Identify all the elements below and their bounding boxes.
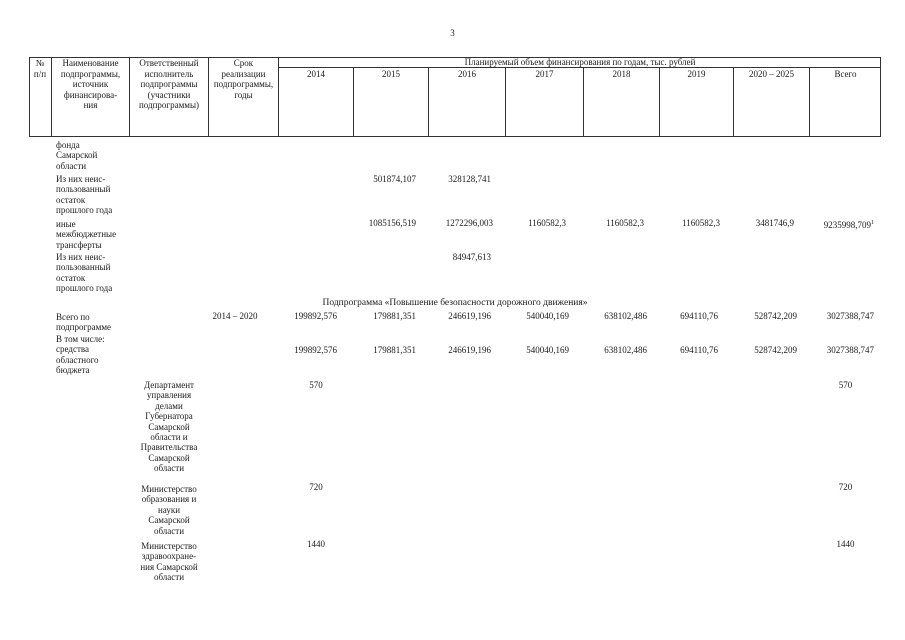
row-responsible: Департамент управления делами Губернатора Самарской области и Правительства Самарской области (140, 380, 198, 474)
cell-value: 246619,196 (448, 311, 491, 321)
page-number: 3 (450, 28, 455, 38)
cell-value: 540040,169 (526, 345, 569, 355)
cell-value: 199892,576 (294, 311, 337, 321)
header-year: 2018 (612, 69, 631, 79)
subprogram-title: Подпрограмма «Повышение безопасности дорожного движения» (322, 298, 588, 308)
header-total: Всего (834, 69, 857, 79)
row-name: Из них неис- пользованный остаток прошлого года (56, 174, 113, 216)
cell-total: 9235998,709$^1$ (823, 220, 874, 230)
row-responsible: Министерство здравоохране- ния Самарской области (140, 541, 198, 583)
header-term: Срок реализации подпрограммы, годы (213, 58, 274, 100)
row-name: Из них неис- пользованный остаток прошлого года (56, 252, 113, 294)
row-term: 2014 – 2020 (212, 311, 258, 321)
header-year: 2014 (307, 69, 325, 79)
cell-value: 1160582,3 (606, 218, 644, 228)
header-year: 2015 (382, 69, 400, 79)
row-name: иные межбюджетные трансферты (56, 219, 117, 250)
row-name: фонда Самарской области (56, 140, 98, 171)
cell-total: 1440 (836, 539, 855, 549)
footnote-marker: 1 (871, 220, 874, 226)
cell-value: 179881,351 (373, 345, 416, 355)
cell-value: 638102,486 (604, 311, 647, 321)
cell-value: 570 (309, 380, 323, 390)
cell-value: 501874,107 (373, 174, 416, 184)
cell-value: 1085156,519 (368, 218, 416, 228)
cell-value: 1160582,3 (682, 218, 720, 228)
cell-value: 720 (309, 482, 323, 492)
header-year: 2016 (458, 69, 476, 79)
cell-value: 179881,351 (373, 311, 416, 321)
cell-value: 638102,486 (604, 345, 647, 355)
cell-value: 528742,209 (754, 345, 797, 355)
cell-total: 3027388,747 (826, 345, 874, 355)
cell-total: 720 (838, 482, 853, 492)
cell-value: 694110,76 (680, 345, 718, 355)
header-name: Наименование подпрограммы, источник финансирова- ния (60, 58, 121, 110)
cell-total: 3027388,747 (826, 311, 874, 321)
header-planned: Планируемый объем финансирования по годам, тыс. рублей (464, 57, 696, 67)
cell-value: 1160582,3 (528, 218, 566, 228)
cell-value: 694110,76 (680, 311, 718, 321)
cell-value: 3481746,9 (755, 218, 794, 228)
cell-value: 199892,576 (294, 345, 337, 355)
cell-value: 1440 (307, 539, 325, 549)
header-year: 2017 (535, 69, 554, 79)
row-name: В том числе: средства областного бюджета (56, 334, 105, 376)
header-year: 2020 – 2025 (749, 69, 794, 79)
cell-value: 1272296,003 (445, 218, 493, 228)
header-responsible: Ответственный исполнитель подпрограммы (участники подпрограммы) (138, 58, 200, 110)
cell-total: 570 (838, 380, 853, 390)
cell-value: 540040,169 (526, 311, 569, 321)
header-num: № п/п (33, 58, 47, 79)
header-year: 2019 (687, 69, 706, 79)
row-name: Всего по подпрограмме (56, 312, 112, 333)
cell-value: 84947,613 (452, 252, 491, 262)
row-responsible: Министерство образования и науки Самарской области (141, 484, 197, 536)
cell-value: 328128,741 (448, 174, 491, 184)
cell-value: 528742,209 (754, 311, 797, 321)
cell-value: 246619,196 (448, 345, 491, 355)
